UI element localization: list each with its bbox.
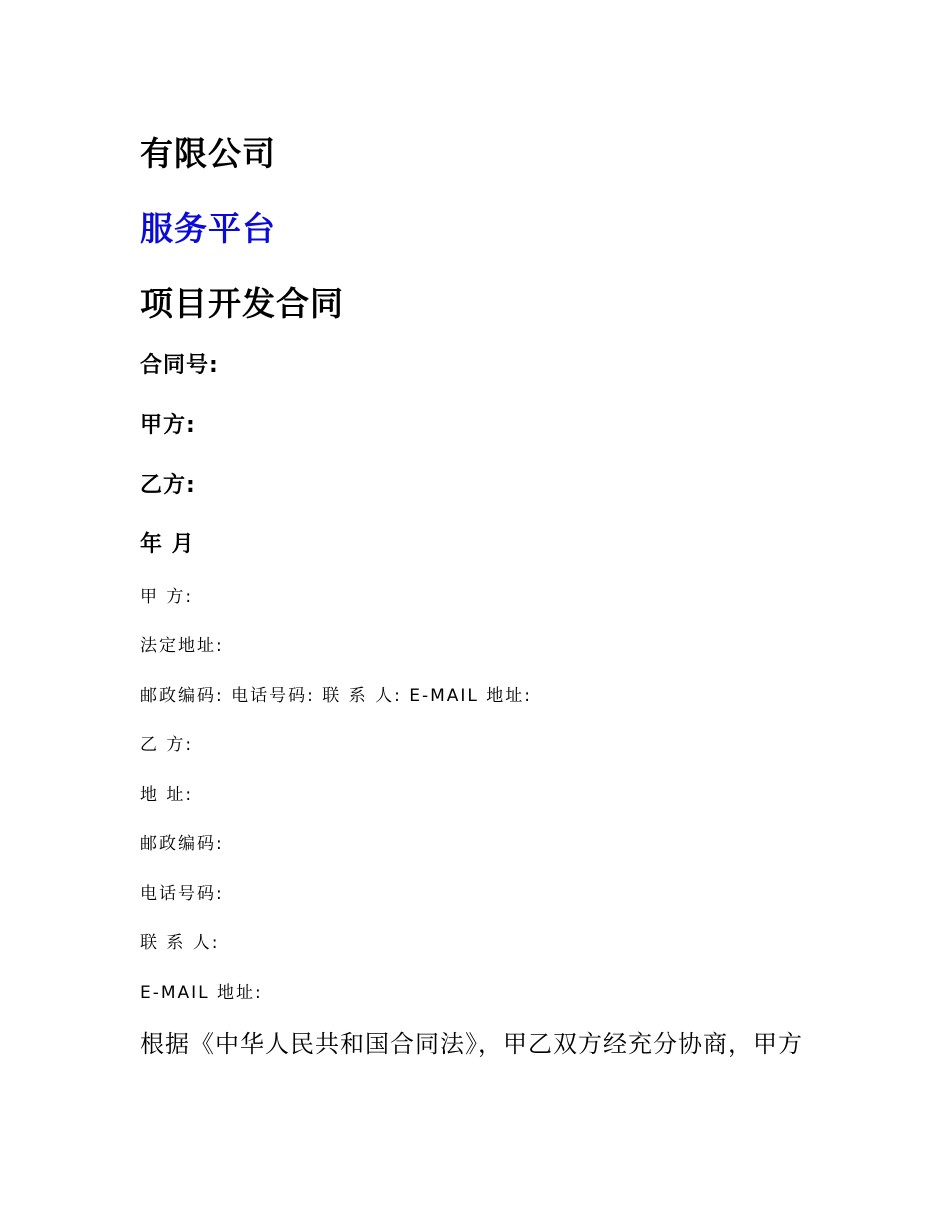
- contract-number-label: 合同号:: [140, 353, 219, 378]
- party-b-email-field: E-MAIL 地址:: [140, 983, 263, 1003]
- contract-preamble-paragraph: 根据《中华人民共和国合同法》，甲乙双方经充分协商，甲方: [140, 1030, 803, 1058]
- party-b-cover-label: 乙方:: [140, 473, 196, 498]
- platform-name: 服务平台: [140, 209, 276, 248]
- party-b-postal-code-field: 邮政编码:: [140, 834, 224, 854]
- document-title: 项目开发合同: [140, 284, 344, 323]
- company-name: 有限公司: [140, 134, 276, 173]
- party-b-name-field: 乙 方:: [140, 735, 194, 755]
- party-a-contacts-line: 邮政编码: 电话号码: 联 系 人: E-MAIL 地址:: [140, 686, 532, 706]
- date-label: 年 月: [140, 532, 195, 557]
- party-b-phone-field: 电话号码:: [140, 884, 224, 904]
- party-b-contact-field: 联 系 人:: [140, 933, 220, 953]
- party-a-name-field: 甲 方:: [140, 587, 194, 607]
- party-b-address-field: 地 址:: [140, 785, 194, 805]
- party-a-address-field: 法定地址:: [140, 636, 224, 656]
- party-a-cover-label: 甲方:: [140, 413, 196, 438]
